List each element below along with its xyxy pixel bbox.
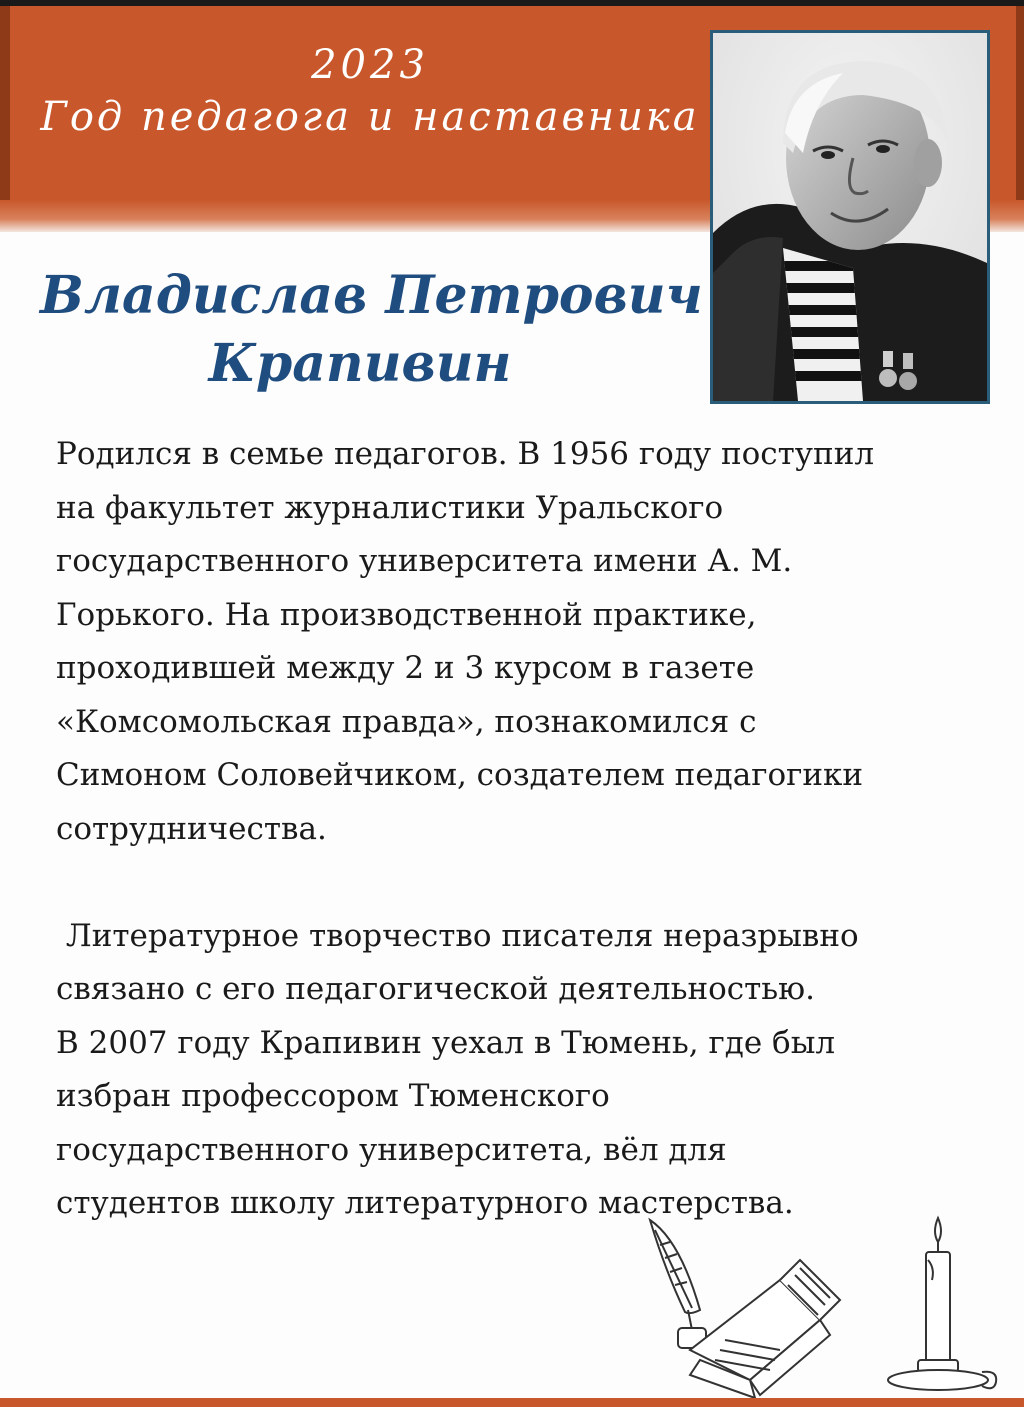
biography-paragraph-2 bbox=[56, 910, 996, 1231]
portrait-photo bbox=[710, 30, 990, 404]
open-book-icon bbox=[690, 1260, 840, 1398]
person-name-line1: Владислав Петрович bbox=[40, 265, 703, 326]
text-line: на факультет журналистики Уральского bbox=[56, 489, 724, 526]
text-line: Литературное творчество писателя неразрывно bbox=[56, 917, 859, 954]
text-line: «Комсомольская правда», познакомился с bbox=[56, 703, 757, 740]
portrait-photo-icon bbox=[713, 33, 987, 401]
text-line: государственного университета имени А. М. bbox=[56, 543, 793, 579]
text-line: избран профессором Тюменского bbox=[56, 1078, 610, 1114]
text-line: государственного университета, вёл для bbox=[56, 1131, 727, 1168]
person-name-line2: Крапивин bbox=[208, 333, 512, 394]
person-name bbox=[40, 262, 703, 398]
banner-right-edge bbox=[1016, 6, 1024, 232]
biography-text bbox=[56, 428, 996, 1231]
text-line: сотрудничества. bbox=[56, 810, 327, 847]
banner-top-edge bbox=[0, 0, 1024, 6]
candle-icon bbox=[888, 1218, 996, 1390]
banner-subtitle: Год педагога и наставника bbox=[40, 94, 700, 140]
text-line: Родился в семье педагогов. В 1956 году поступил bbox=[56, 436, 875, 472]
decoration-illustration bbox=[630, 1200, 1010, 1400]
text-line: Симоном Соловейчиком, создателем педагогики bbox=[56, 757, 864, 793]
text-line: В 2007 году Крапивин уехал в Тюмень, где был bbox=[56, 1024, 836, 1061]
text-line: проходившей между 2 и 3 курсом в газете bbox=[56, 650, 755, 686]
paragraph-spacer bbox=[56, 856, 996, 910]
text-line: Горького. На производственной практике, bbox=[56, 596, 757, 633]
banner-left-edge bbox=[0, 6, 10, 232]
banner-year: 2023 bbox=[311, 42, 429, 88]
quill-pen-icon bbox=[650, 1220, 706, 1348]
bottom-border bbox=[0, 1398, 1024, 1407]
text-line: студентов школу литературного мастерства. bbox=[56, 1185, 794, 1221]
biography-paragraph-1 bbox=[56, 428, 996, 856]
text-line: связано с его педагогической деятельностью. bbox=[56, 971, 816, 1007]
